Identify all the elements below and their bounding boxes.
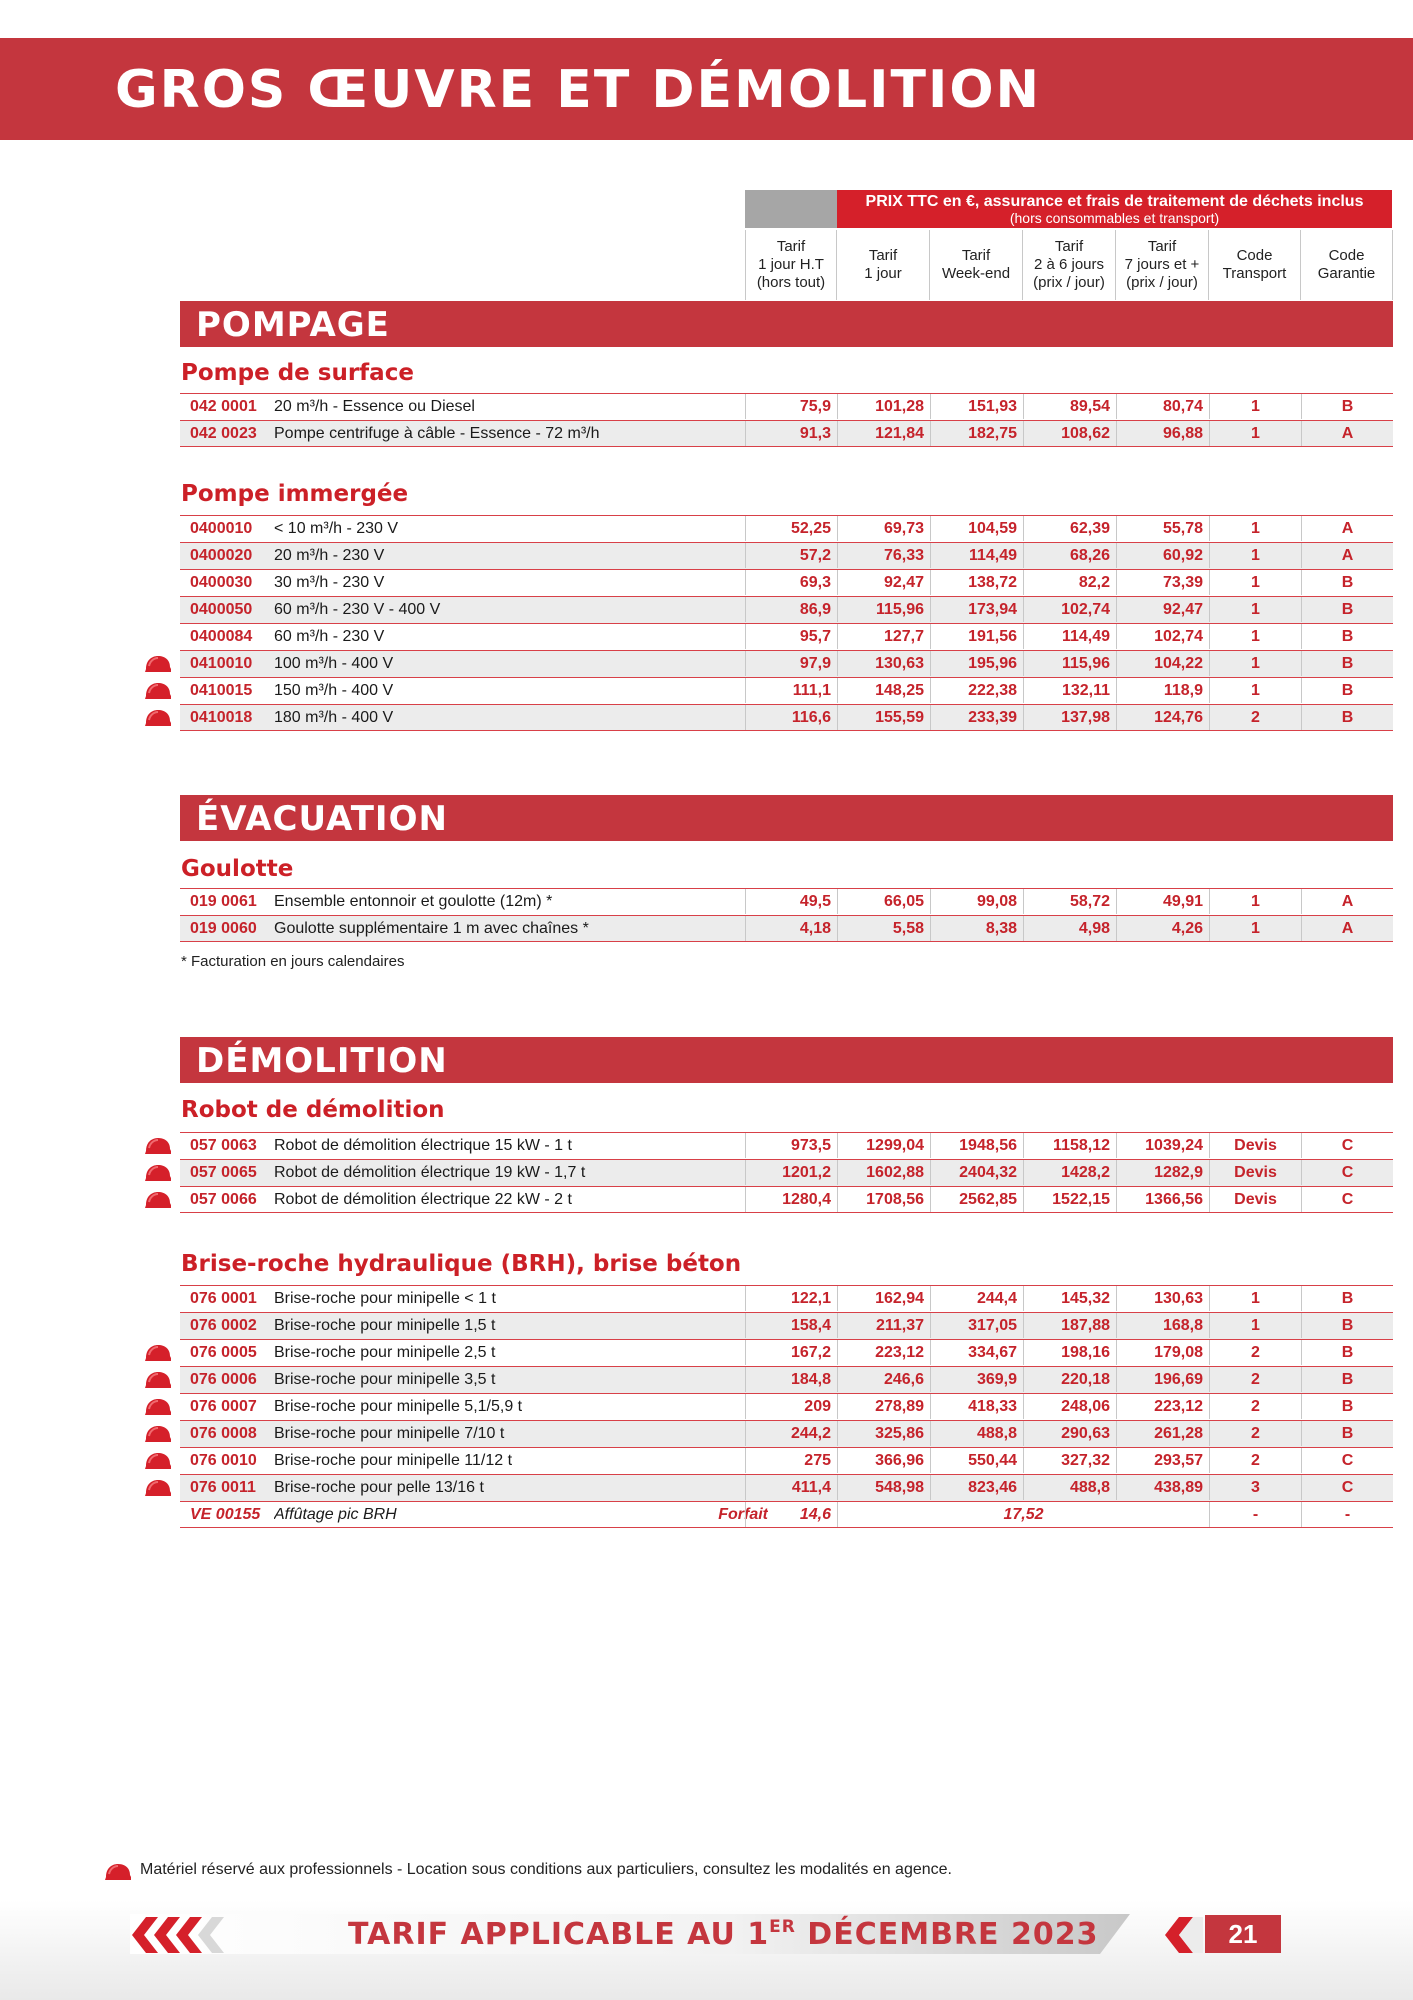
item-ref: 019 0061 — [190, 893, 257, 910]
tarif-week-end: 173,94 — [930, 597, 1023, 622]
table-goulotte — [180, 888, 1393, 942]
tarif-7-jours: 261,28 — [1116, 1421, 1209, 1446]
tarif-ht: 275 — [745, 1448, 837, 1473]
item-ref: 076 0001 — [190, 1290, 257, 1307]
tarif-ht: 4,18 — [745, 916, 837, 941]
tarif-2-6-jours: 198,16 — [1023, 1340, 1116, 1365]
item-ref: 042 0001 — [190, 398, 257, 415]
item-description: Brise-roche pour minipelle 5,1/5,9 t — [274, 1398, 523, 1415]
section-pompage — [180, 301, 1393, 347]
code-garantie: C — [1301, 1187, 1393, 1212]
subsection-pompe-immergee: Pompe immergée — [181, 481, 409, 507]
helmet-icon — [144, 1163, 168, 1181]
tarif-ht: 158,4 — [745, 1313, 837, 1338]
item-ref: 0410010 — [190, 655, 253, 672]
code-garantie: C — [1301, 1448, 1393, 1473]
tarif-2-6-jours: 1428,2 — [1023, 1160, 1116, 1185]
tarif-week-end: 114,49 — [930, 543, 1023, 568]
code-transport: Devis — [1209, 1160, 1301, 1185]
tarif-1-jour: 148,25 — [837, 678, 930, 703]
helmet-icon — [144, 1136, 168, 1154]
tarif-7-jours: 223,12 — [1116, 1394, 1209, 1419]
col-tarif-7-jours: Tarif 7 jours et + (prix / jour) — [1116, 230, 1209, 300]
tarif-2-6-jours: 68,26 — [1023, 543, 1116, 568]
tarif-applicable-text: TARIF APPLICABLE AU 1ER DÉCEMBRE 2023 — [348, 1917, 1099, 1952]
table-row — [180, 1186, 1393, 1213]
code-garantie: C — [1301, 1475, 1393, 1500]
tarif-2-6-jours: 1158,12 — [1023, 1133, 1116, 1158]
code-garantie: A — [1301, 421, 1393, 446]
helmet-icon — [144, 708, 168, 726]
item-ref: 076 0008 — [190, 1425, 257, 1442]
tarif-1-jour: 246,6 — [837, 1367, 930, 1392]
item-ref: VE 00155 — [190, 1506, 261, 1523]
table-row — [180, 1447, 1393, 1474]
item-ref: 0410018 — [190, 709, 253, 726]
item-ref: 042 0023 — [190, 425, 257, 442]
code-garantie: B — [1301, 624, 1393, 649]
item-description: 60 m³/h - 230 V - 400 V — [274, 601, 441, 618]
col-code-garantie: Code Garantie — [1301, 230, 1393, 300]
code-transport: Devis — [1209, 1133, 1301, 1158]
section-evacuation — [180, 795, 1393, 841]
item-ref: 076 0011 — [190, 1479, 256, 1496]
subsection-brh: Brise-roche hydraulique (BRH), brise béton — [181, 1251, 742, 1277]
code-transport: 1 — [1209, 651, 1301, 676]
tarif-ht: 49,5 — [745, 889, 837, 914]
col-tarif-ht: Tarif 1 jour H.T (hors tout) — [745, 230, 837, 300]
tarif-week-end: 104,59 — [930, 516, 1023, 541]
col-tarif-1-jour: Tarif 1 jour — [837, 230, 930, 300]
code-garantie: B — [1301, 705, 1393, 730]
code-transport: 1 — [1209, 916, 1301, 941]
tarif-2-6-jours: 145,32 — [1023, 1286, 1116, 1311]
helmet-icon — [104, 1862, 128, 1880]
prix-ttc-title: PRIX TTC en €, assurance et frais de traitement de déchets inclus — [865, 193, 1364, 210]
item-ref: 076 0005 — [190, 1344, 257, 1361]
item-description: < 10 m³/h - 230 V — [274, 520, 399, 537]
item-description: Robot de démolition électrique 15 kW - 1 t — [274, 1137, 572, 1154]
tarif-7-jours: 1366,56 — [1116, 1187, 1209, 1212]
helmet-icon — [144, 1397, 168, 1415]
code-garantie: B — [1301, 597, 1393, 622]
tarif-ht: 122,1 — [745, 1286, 837, 1311]
helmet-icon — [144, 1190, 168, 1208]
tarif-forfait-ttc: 17,52 — [837, 1502, 1209, 1527]
helmet-icon — [144, 1478, 168, 1496]
tarif-week-end: 369,9 — [930, 1367, 1023, 1392]
tarif-7-jours: 80,74 — [1116, 394, 1209, 419]
tarif-2-6-jours: 1522,15 — [1023, 1187, 1116, 1212]
item-description: 180 m³/h - 400 V — [274, 709, 394, 726]
tarif-week-end: 2404,32 — [930, 1160, 1023, 1185]
tarif-ht: 411,4 — [745, 1475, 837, 1500]
subsection-goulotte: Goulotte — [181, 856, 294, 882]
tarif-ht: 91,3 — [745, 421, 837, 446]
tarif-ht: 95,7 — [745, 624, 837, 649]
item-ref: 076 0002 — [190, 1317, 257, 1334]
tarif-week-end: 488,8 — [930, 1421, 1023, 1446]
table-robot — [180, 1132, 1393, 1213]
tarif-7-jours: 438,89 — [1116, 1475, 1209, 1500]
tarif-2-6-jours: 187,88 — [1023, 1313, 1116, 1338]
tarif-7-jours: 179,08 — [1116, 1340, 1209, 1365]
tarif-week-end: 151,93 — [930, 394, 1023, 419]
table-row-forfait — [180, 1501, 1393, 1528]
tarif-2-6-jours: 4,98 — [1023, 916, 1116, 941]
code-transport: 1 — [1209, 516, 1301, 541]
code-garantie: - — [1301, 1502, 1393, 1527]
code-garantie: A — [1301, 543, 1393, 568]
tarif-1-jour: 101,28 — [837, 394, 930, 419]
item-description: Goulotte supplémentaire 1 m avec chaînes * — [274, 920, 589, 937]
code-transport: 2 — [1209, 1394, 1301, 1419]
tarif-week-end: 191,56 — [930, 624, 1023, 649]
forfait-label: Forfait — [718, 1506, 768, 1523]
subsection-robot: Robot de démolition — [181, 1097, 445, 1123]
tarif-2-6-jours: 220,18 — [1023, 1367, 1116, 1392]
helmet-icon — [144, 1451, 168, 1469]
item-description: 100 m³/h - 400 V — [274, 655, 394, 672]
tarif-1-jour: 1708,56 — [837, 1187, 930, 1212]
item-description: Brise-roche pour minipelle < 1 t — [274, 1290, 496, 1307]
tarif-7-jours: 1282,9 — [1116, 1160, 1209, 1185]
code-transport: 2 — [1209, 705, 1301, 730]
code-garantie: A — [1301, 916, 1393, 941]
tarif-1-jour: 92,47 — [837, 570, 930, 595]
tarif-ht: 167,2 — [745, 1340, 837, 1365]
table-row — [180, 596, 1393, 623]
item-description: Pompe centrifuge à câble - Essence - 72 m³/h — [274, 425, 600, 442]
tarif-week-end: 418,33 — [930, 1394, 1023, 1419]
tarif-ht: 69,3 — [745, 570, 837, 595]
table-row — [180, 1312, 1393, 1339]
code-garantie: C — [1301, 1133, 1393, 1158]
tarif-1-jour: 69,73 — [837, 516, 930, 541]
tarif-ht: 244,2 — [745, 1421, 837, 1446]
tarif-1-jour: 1602,88 — [837, 1160, 930, 1185]
helmet-icon — [144, 1343, 168, 1361]
tarif-ht: 14,6 — [745, 1502, 837, 1527]
table-row — [180, 1393, 1393, 1420]
helmet-icon — [144, 1370, 168, 1388]
section-title: ÉVACUATION — [196, 799, 448, 839]
tarif-ht: 52,25 — [745, 516, 837, 541]
tarif-ht: 1201,2 — [745, 1160, 837, 1185]
tarif-1-jour: 548,98 — [837, 1475, 930, 1500]
tarif-2-6-jours: 82,2 — [1023, 570, 1116, 595]
item-description: 150 m³/h - 400 V — [274, 682, 394, 699]
subsection-pompe-surface: Pompe de surface — [181, 360, 414, 386]
code-garantie: B — [1301, 1394, 1393, 1419]
code-transport: 2 — [1209, 1340, 1301, 1365]
tarif-ht: 57,2 — [745, 543, 837, 568]
tarif-7-jours: 1039,24 — [1116, 1133, 1209, 1158]
code-garantie: B — [1301, 1313, 1393, 1338]
code-transport: 1 — [1209, 570, 1301, 595]
item-description: Robot de démolition électrique 22 kW - 2 t — [274, 1191, 572, 1208]
item-description: 20 m³/h - 230 V — [274, 547, 385, 564]
table-row — [180, 1339, 1393, 1366]
tarif-2-6-jours: 89,54 — [1023, 394, 1116, 419]
chevrons-left-icon — [128, 1915, 224, 1960]
tarif-7-jours: 124,76 — [1116, 705, 1209, 730]
item-description: Brise-roche pour minipelle 3,5 t — [274, 1371, 496, 1388]
table-row — [180, 569, 1393, 596]
tarif-ht: 116,6 — [745, 705, 837, 730]
item-description: 30 m³/h - 230 V — [274, 574, 385, 591]
item-ref: 0400030 — [190, 574, 253, 591]
code-garantie: B — [1301, 394, 1393, 419]
code-garantie: B — [1301, 1340, 1393, 1365]
tarif-1-jour: 1299,04 — [837, 1133, 930, 1158]
table-row — [180, 542, 1393, 569]
code-garantie: A — [1301, 889, 1393, 914]
tarif-week-end: 138,72 — [930, 570, 1023, 595]
tarif-7-jours: 92,47 — [1116, 597, 1209, 622]
tarif-week-end: 823,46 — [930, 1475, 1023, 1500]
tarif-2-6-jours: 248,06 — [1023, 1394, 1116, 1419]
table-pompe-immergee — [180, 515, 1393, 731]
tarif-week-end: 222,38 — [930, 678, 1023, 703]
tarif-week-end: 244,4 — [930, 1286, 1023, 1311]
tarif-1-jour: 130,63 — [837, 651, 930, 676]
tarif-7-jours: 104,22 — [1116, 651, 1209, 676]
ht-header-box — [745, 190, 837, 228]
code-transport: 2 — [1209, 1421, 1301, 1446]
section-demolition — [180, 1037, 1393, 1083]
tarif-1-jour: 162,94 — [837, 1286, 930, 1311]
tarif-1-jour: 76,33 — [837, 543, 930, 568]
item-description: 20 m³/h - Essence ou Diesel — [274, 398, 475, 415]
item-ref: 076 0006 — [190, 1371, 257, 1388]
table-row — [180, 623, 1393, 650]
code-transport: 3 — [1209, 1475, 1301, 1500]
table-row — [180, 888, 1393, 915]
table-row — [180, 1474, 1393, 1501]
table-pompe-surface — [180, 393, 1393, 447]
code-transport: 2 — [1209, 1367, 1301, 1392]
item-ref: 0400084 — [190, 628, 253, 645]
item-ref: 0400010 — [190, 520, 253, 537]
tarif-1-jour: 366,96 — [837, 1448, 930, 1473]
tarif-1-jour: 223,12 — [837, 1340, 930, 1365]
helmet-icon — [144, 654, 168, 672]
code-garantie: B — [1301, 651, 1393, 676]
item-ref: 0400050 — [190, 601, 253, 618]
table-row — [180, 1132, 1393, 1159]
tarif-1-jour: 325,86 — [837, 1421, 930, 1446]
col-code-transport: Code Transport — [1209, 230, 1301, 300]
table-row — [180, 915, 1393, 942]
table-row — [180, 1366, 1393, 1393]
table-row — [180, 420, 1393, 447]
tarif-7-jours: 168,8 — [1116, 1313, 1209, 1338]
page-banner — [0, 38, 1413, 140]
tarif-2-6-jours: 137,98 — [1023, 705, 1116, 730]
tarif-week-end: 334,67 — [930, 1340, 1023, 1365]
col-tarif-week-end: Tarif Week-end — [930, 230, 1023, 300]
tarif-2-6-jours: 488,8 — [1023, 1475, 1116, 1500]
section-title: POMPAGE — [196, 305, 390, 345]
item-description: Ensemble entonnoir et goulotte (12m) * — [274, 893, 553, 910]
item-description: Brise-roche pour minipelle 1,5 t — [274, 1317, 496, 1334]
section-title: DÉMOLITION — [196, 1041, 448, 1081]
item-description: Affûtage pic BRH — [274, 1506, 397, 1523]
item-ref: 057 0063 — [190, 1137, 257, 1154]
table-row — [180, 1159, 1393, 1186]
code-garantie: A — [1301, 516, 1393, 541]
item-description: Brise-roche pour pelle 13/16 t — [274, 1479, 484, 1496]
table-row — [180, 515, 1393, 542]
tarif-1-jour: 211,37 — [837, 1313, 930, 1338]
tarif-1-jour: 155,59 — [837, 705, 930, 730]
table-row — [180, 704, 1393, 731]
tarif-2-6-jours: 62,39 — [1023, 516, 1116, 541]
tarif-week-end: 2562,85 — [930, 1187, 1023, 1212]
code-transport: 1 — [1209, 543, 1301, 568]
tarif-1-jour: 278,89 — [837, 1394, 930, 1419]
tarif-7-jours: 60,92 — [1116, 543, 1209, 568]
tarif-2-6-jours: 108,62 — [1023, 421, 1116, 446]
code-transport: 1 — [1209, 1286, 1301, 1311]
tarif-1-jour: 5,58 — [837, 916, 930, 941]
code-transport: 1 — [1209, 597, 1301, 622]
page-title: GROS ŒUVRE ET DÉMOLITION — [115, 60, 1042, 120]
tarif-7-jours: 102,74 — [1116, 624, 1209, 649]
table-row — [180, 393, 1393, 420]
item-ref: 057 0065 — [190, 1164, 257, 1181]
tarif-1-jour: 66,05 — [837, 889, 930, 914]
code-transport: 1 — [1209, 678, 1301, 703]
tarif-2-6-jours: 115,96 — [1023, 651, 1116, 676]
tarif-1-jour: 127,7 — [837, 624, 930, 649]
table-brh — [180, 1285, 1393, 1528]
tarif-2-6-jours: 114,49 — [1023, 624, 1116, 649]
item-description: Brise-roche pour minipelle 7/10 t — [274, 1425, 505, 1442]
tarif-2-6-jours: 327,32 — [1023, 1448, 1116, 1473]
tarif-ht: 111,1 — [745, 678, 837, 703]
code-transport: 1 — [1209, 889, 1301, 914]
item-ref: 0410015 — [190, 682, 253, 699]
code-transport: 1 — [1209, 1313, 1301, 1338]
tarif-1-jour: 115,96 — [837, 597, 930, 622]
code-garantie: B — [1301, 570, 1393, 595]
table-row — [180, 677, 1393, 704]
table-row — [180, 1420, 1393, 1447]
item-ref: 057 0066 — [190, 1191, 257, 1208]
tarif-7-jours: 130,63 — [1116, 1286, 1209, 1311]
prix-ttc-subtitle: (hors consommables et transport) — [1009, 210, 1220, 226]
tarif-2-6-jours: 58,72 — [1023, 889, 1116, 914]
item-description: Brise-roche pour minipelle 11/12 t — [274, 1452, 513, 1469]
code-transport: 1 — [1209, 624, 1301, 649]
code-garantie: B — [1301, 1421, 1393, 1446]
tarif-ht: 209 — [745, 1394, 837, 1419]
tarif-7-jours: 49,91 — [1116, 889, 1209, 914]
table-row — [180, 650, 1393, 677]
tarif-week-end: 99,08 — [930, 889, 1023, 914]
code-transport: 1 — [1209, 394, 1301, 419]
tarif-ht: 86,9 — [745, 597, 837, 622]
tarif-2-6-jours: 290,63 — [1023, 1421, 1116, 1446]
code-garantie: B — [1301, 678, 1393, 703]
tarif-ht: 184,8 — [745, 1367, 837, 1392]
item-description: Brise-roche pour minipelle 2,5 t — [274, 1344, 496, 1361]
tarif-7-jours: 293,57 — [1116, 1448, 1209, 1473]
item-ref: 019 0060 — [190, 920, 257, 937]
tarif-ht: 973,5 — [745, 1133, 837, 1158]
tarif-7-jours: 55,78 — [1116, 516, 1209, 541]
tarif-week-end: 182,75 — [930, 421, 1023, 446]
helmet-icon — [144, 681, 168, 699]
tarif-7-jours: 196,69 — [1116, 1367, 1209, 1392]
code-garantie: C — [1301, 1160, 1393, 1185]
professional-footnote: Matériel réservé aux professionnels - Location sous conditions aux particuliers, consultez les modalités en agence. — [140, 1861, 952, 1878]
code-garantie: B — [1301, 1367, 1393, 1392]
tarif-week-end: 8,38 — [930, 916, 1023, 941]
col-tarif-2-6-jours: Tarif 2 à 6 jours (prix / jour) — [1023, 230, 1116, 300]
tarif-7-jours: 4,26 — [1116, 916, 1209, 941]
tarif-week-end: 550,44 — [930, 1448, 1023, 1473]
table-row — [180, 1285, 1393, 1312]
calendar-note: * Facturation en jours calendaires — [181, 953, 405, 970]
code-transport: - — [1209, 1502, 1301, 1527]
page-number: 21 — [1205, 1915, 1281, 1953]
tarif-7-jours: 73,39 — [1116, 570, 1209, 595]
item-ref: 076 0007 — [190, 1398, 257, 1415]
tarif-ht: 97,9 — [745, 651, 837, 676]
tarif-7-jours: 118,9 — [1116, 678, 1209, 703]
code-transport: Devis — [1209, 1187, 1301, 1212]
tarif-week-end: 317,05 — [930, 1313, 1023, 1338]
chevron-left-icon — [1163, 1915, 1203, 1960]
tarif-ht: 75,9 — [745, 394, 837, 419]
prix-ttc-header — [837, 190, 1392, 228]
tarif-week-end: 195,96 — [930, 651, 1023, 676]
item-description: Robot de démolition électrique 19 kW - 1,7 t — [274, 1164, 586, 1181]
tarif-2-6-jours: 102,74 — [1023, 597, 1116, 622]
tarif-ht: 1280,4 — [745, 1187, 837, 1212]
tarif-week-end: 233,39 — [930, 705, 1023, 730]
tarif-2-6-jours: 132,11 — [1023, 678, 1116, 703]
tarif-1-jour: 121,84 — [837, 421, 930, 446]
item-description: 60 m³/h - 230 V — [274, 628, 385, 645]
code-garantie: B — [1301, 1286, 1393, 1311]
code-transport: 2 — [1209, 1448, 1301, 1473]
item-ref: 0400020 — [190, 547, 253, 564]
code-transport: 1 — [1209, 421, 1301, 446]
tarif-7-jours: 96,88 — [1116, 421, 1209, 446]
helmet-icon — [144, 1424, 168, 1442]
tarif-week-end: 1948,56 — [930, 1133, 1023, 1158]
item-ref: 076 0010 — [190, 1452, 257, 1469]
